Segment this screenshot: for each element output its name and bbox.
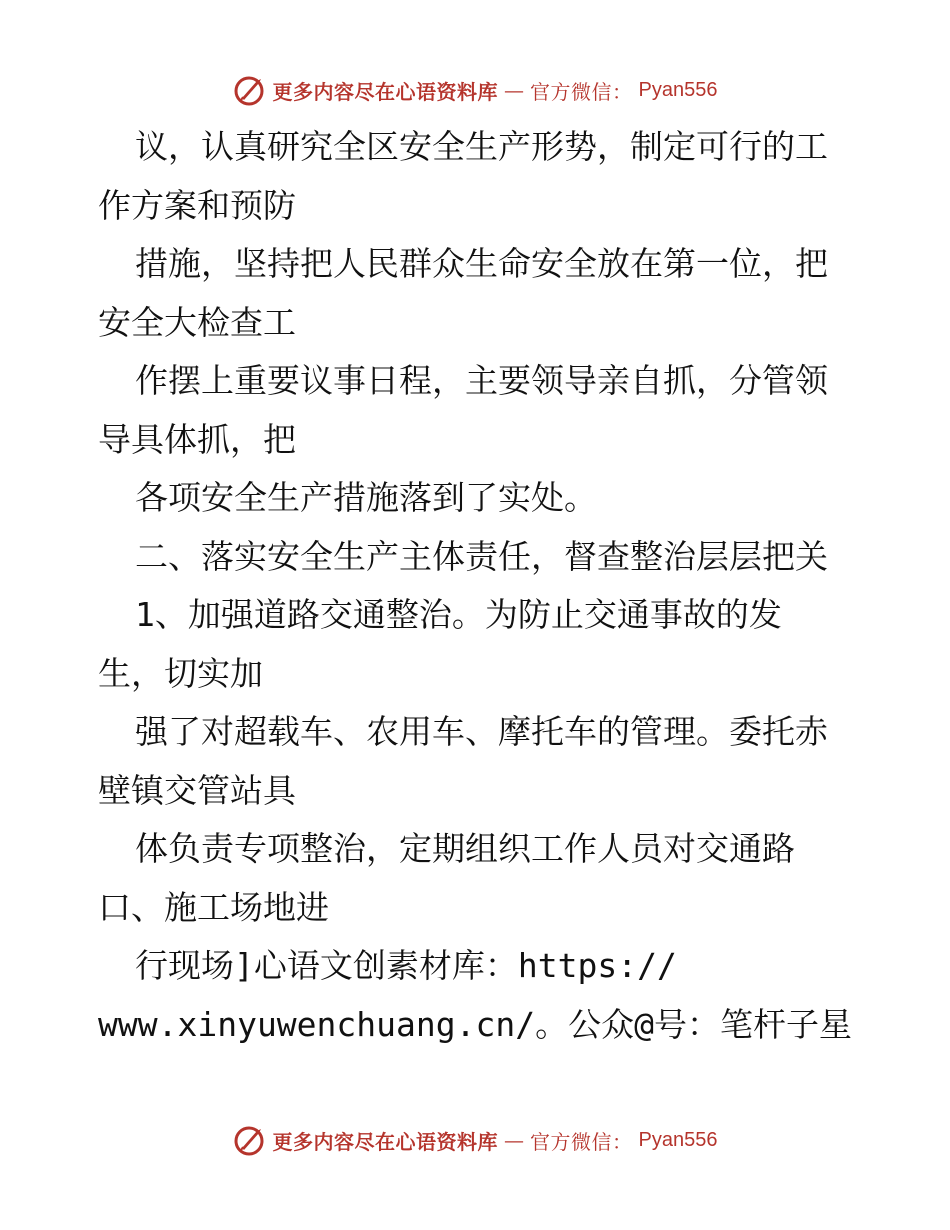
text-line: 安全大检查工	[98, 302, 296, 342]
header-banner	[0, 70, 950, 110]
header-banner-content	[233, 73, 718, 107]
footer-slogan: 更多内容尽在心语资料库	[272, 1129, 499, 1154]
quill-pen-logo-icon	[233, 73, 267, 107]
text-line: 各项安全生产措施落到了实处。	[135, 478, 597, 517]
footer-banner-content	[233, 1123, 718, 1157]
text-line: 措施，坚持把人民群众生命安全放在第一位，把	[135, 244, 828, 283]
section-heading: 二、落实安全生产主体责任，督查整治层层把关	[135, 536, 828, 576]
header-wechat-label: 官方微信：	[530, 79, 633, 104]
footer-wechat-label: 官方微信：	[530, 1129, 633, 1154]
text-line: 行现场]心语文创素材库：https://	[135, 946, 677, 985]
quill-pen-logo-icon	[233, 1123, 267, 1157]
footer-wechat-id: Pyan556	[638, 1128, 718, 1151]
url-line: www.xinyuwenchuang.cn/。公众@号：笔杆子星	[98, 1004, 852, 1044]
header-slogan: 更多内容尽在心语资料库	[272, 79, 499, 104]
text-line: 议，认真研究全区安全生产形势，制定可行的工	[135, 127, 828, 166]
text-line: 作方案和预防	[98, 185, 296, 225]
header-dash: —	[504, 78, 525, 102]
text-line: 壁镇交管站具	[98, 770, 296, 810]
text-line: 体负责专项整治，定期组织工作人员对交通路	[135, 829, 795, 868]
footer-dash: —	[504, 1128, 525, 1152]
text-line: 导具体抓，把	[98, 419, 296, 459]
body-text	[98, 118, 858, 1054]
header-wechat-id: Pyan556	[638, 78, 718, 101]
text-line: 1、加强道路交通整治。为防止交通事故的发	[135, 595, 782, 634]
text-line: 作摆上重要议事日程，主要领导亲自抓，分管领	[135, 361, 828, 400]
footer-banner	[0, 1120, 950, 1160]
text-line: 口、施工场地进	[98, 887, 329, 927]
text-line: 生，切实加	[98, 653, 263, 693]
text-line: 强了对超载车、农用车、摩托车的管理。委托赤	[135, 712, 828, 751]
